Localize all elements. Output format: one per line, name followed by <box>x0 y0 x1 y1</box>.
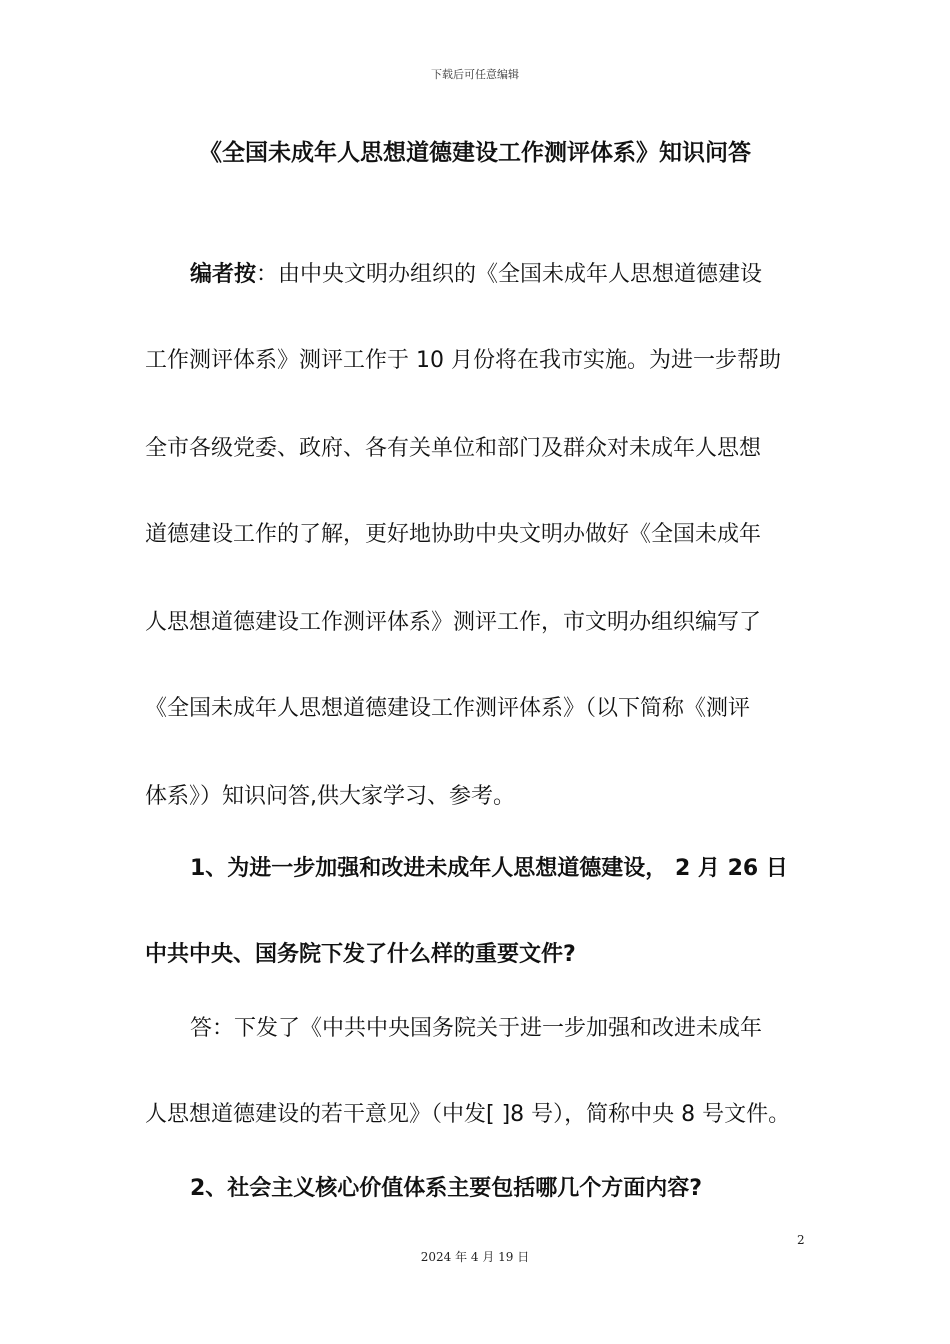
answer-1-line-1: 答：下发了《中共中央国务院关于进一步加强和改进未成年 <box>190 1016 763 1041</box>
answer-1-line-2: 人思想道德建设的若干意见》（中发[ ]8 号），简称中央 8 号文件。 <box>145 1102 791 1127</box>
footer-date: 2024 年 4 月 19 日 <box>420 1250 530 1264</box>
header-note: 下载后可任意编辑 <box>431 68 519 81</box>
editor-note-line-3: 全市各级党委、政府、各有关单位和部门及群众对未成年人思想 <box>145 436 762 461</box>
question-1-line-2: 中共中央、国务院下发了什么样的重要文件? <box>145 942 576 967</box>
editor-note-line-5: 人思想道德建设工作测评体系》测评工作，市文明办组织编写了 <box>145 610 762 635</box>
editor-note-line-1 <box>190 260 870 290</box>
editor-note-line-2: 工作测评体系》测评工作于 10 月份将在我市实施。为进一步帮助 <box>145 348 781 373</box>
editor-note-line-6: 《全国未成年人思想道德建设工作测评体系》（以下简称《测评 <box>145 696 751 721</box>
page-number: 2 <box>797 1233 805 1247</box>
editor-note-line-4: 道德建设工作的了解，更好地协助中央文明办做好《全国未成年 <box>145 522 762 547</box>
question-1-line-1: 1、为进一步加强和改进未成年人思想道德建设， 2 月 26 日 <box>190 856 788 881</box>
question-2-line-1: 2、社会主义核心价值体系主要包括哪几个方面内容? <box>190 1176 703 1201</box>
document-title: 《全国未成年人思想道德建设工作测评体系》知识问答 <box>199 140 751 166</box>
editor-note-label: 编者按 <box>190 262 257 287</box>
editor-note-line-7: 体系》）知识问答,供大家学习、参考。 <box>145 784 515 809</box>
editor-note-text: ：由中央文明办组织的《全国未成年人思想道德建设 <box>256 262 763 287</box>
